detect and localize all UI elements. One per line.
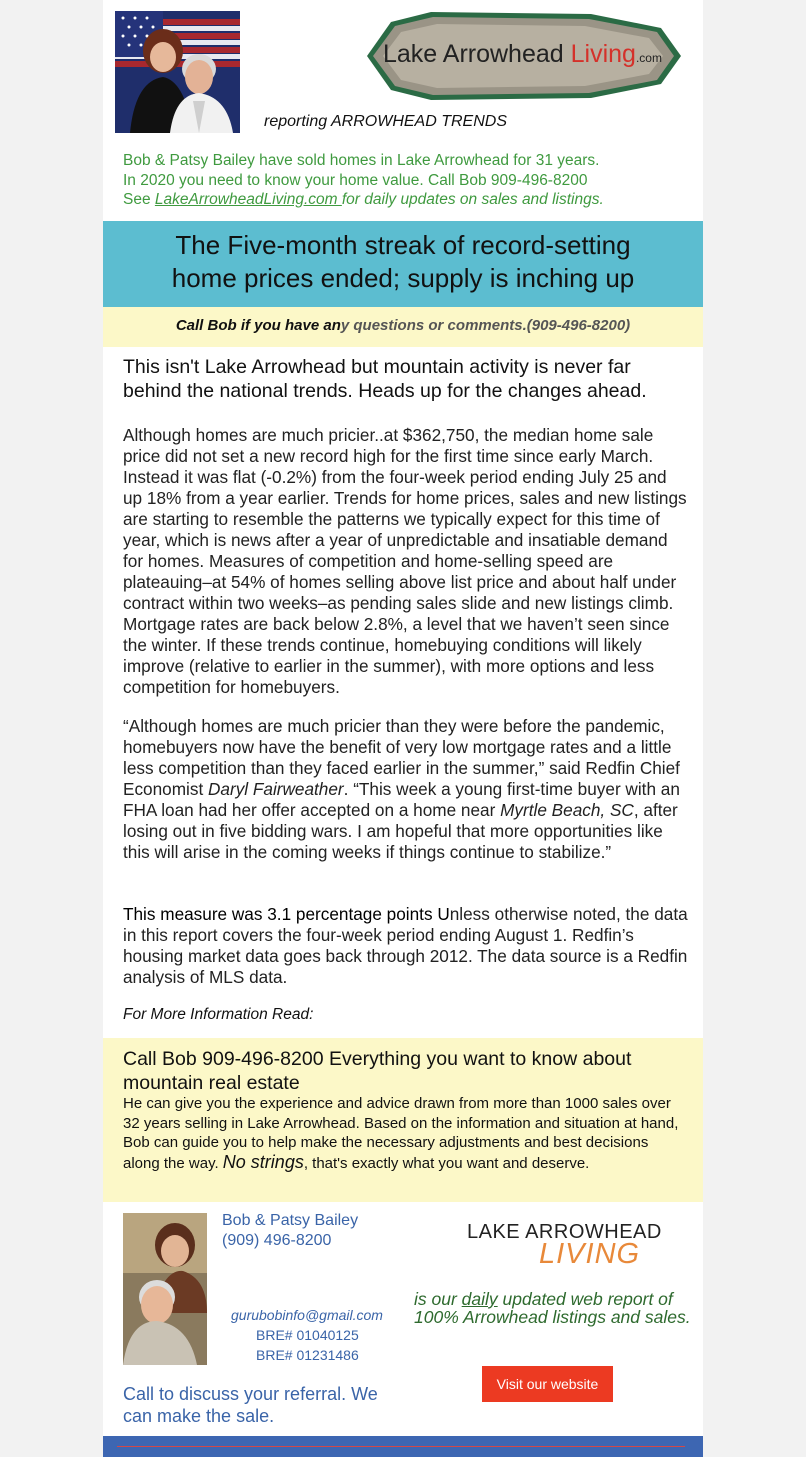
methodology-text: nless otherwise noted, the data in this report covers the four-week period ending August 1. Redfin’s housing market data goes back through 2012. The data source is a Redfin analysis of MLS data. <box>123 904 688 987</box>
footer-band <box>103 1436 703 1457</box>
daily-b: updated web report of 100% Arrowhead listings and sales. <box>414 1289 691 1327</box>
newsletter-page <box>103 0 703 1457</box>
headline-line-2: home prices ended; supply is inching up <box>171 263 635 293</box>
intro-daily-updates: for daily updates on sales and listings. <box>341 191 604 208</box>
cta-part-2: y questions or comments.(909-496-8200) <box>340 317 631 334</box>
quote-part-a: “Although homes are much pricier than they were before the pandemic, homebuyers now have the benefit of very low mortgage rates and a little less competition than they faced earlier in the summer,” said Redfin Chief Economist <box>123 716 680 799</box>
cta-part-1: Call Bob if you have an <box>175 317 341 334</box>
call-bob-banner <box>103 307 703 347</box>
article-lead: This isn't Lake Arrowhead but mountain activity is never far behind the national trends. Heads up for the changes ahead. <box>123 356 647 402</box>
call-bob-heading: Call Bob 909-496-8200 Everything you want to know about mountain real estate <box>123 1048 632 1094</box>
logo-brand-suffix: .com <box>635 51 662 65</box>
intro-text <box>123 151 683 210</box>
contact-phone[interactable]: (909) 496-8200 <box>222 1232 332 1249</box>
call-body-b: , that's exactly what you want and deserve. <box>303 1154 590 1172</box>
daily-a: is our <box>414 1289 462 1309</box>
place-name: Myrtle Beach, SC <box>500 800 634 820</box>
visit-website-button[interactable]: Visit our website <box>482 1366 613 1402</box>
article-paragraph-1: Although homes are much pricier..at $362,750, the median home sale price did not set a new record high for the first time since early March. Instead it was flat (-0.2%) from the four-week period ending July 25 and up 18% from a year earlier. Trends for home prices, sales and new listings are starting to resemble the patterns we typically expect for this time of year, which is news after a year of unpredictable and insatiable demand for homes. Measures of competition and home-selling speed are plateauing–at 54% of homes selling above list price and about half under contract within two weeks–as pending sales slide and new listings climb. Mortgage rates are back below 2.8%, a level that we haven’t seen since the winter. If these trends continue, homebuying conditions will likely improve (relative to earlier in the summer), with more options and less competition for homebuyers. <box>123 425 687 697</box>
intro-line-1: Bob & Patsy Bailey have sold homes in Lake Arrowhead for 31 years. <box>123 152 600 169</box>
promo-logo-bottom: LIVING <box>539 1238 641 1270</box>
intro-line-3 <box>123 190 683 210</box>
bailey-portrait-photo <box>123 1213 207 1365</box>
daily-emphasis: daily <box>461 1289 498 1309</box>
call-bob-box <box>103 1038 703 1202</box>
intro-see: See <box>123 191 155 208</box>
headline-line-1: The Five-month streak of record-setting <box>175 230 631 260</box>
website-link[interactable]: LakeArrowheadLiving.com <box>154 191 342 208</box>
article-paragraph-3 <box>123 904 688 988</box>
call-bob-body <box>123 1094 683 1173</box>
footer-divider <box>117 1446 685 1447</box>
call-bob-text <box>103 307 703 334</box>
contact-block <box>222 1211 358 1251</box>
call-body-a: He can give you the experience and advice drawn from more than 1000 sales over 32 years selling in Lake Arrowhead. Based on the information and situation at hand, Bob can guide you to help make the necessary adjustments and best decisions along the way. <box>123 1095 679 1172</box>
bailey-couple-photo <box>115 11 240 133</box>
economist-name: Daryl Fairweather <box>208 779 344 799</box>
bre-license-2: BRE# 01231486 <box>256 1346 359 1363</box>
reporting-tagline: reporting ARROWHEAD TRENDS <box>264 113 508 130</box>
daily-report-text <box>414 1290 699 1326</box>
referral-text: Call to discuss your referral. We can make the sale. <box>123 1384 378 1426</box>
lake-arrowhead-living-logo <box>361 8 683 104</box>
measure-text: This measure was 3.1 percentage points U <box>123 904 450 924</box>
logo-brand-main: Lake Arrowhead <box>383 40 564 68</box>
quote-part-b: . “This week a young first-time buyer with an FHA loan had her offer accepted on a home near <box>123 779 680 820</box>
contact-email[interactable]: gurubobinfo@gmail.com <box>231 1307 383 1323</box>
contact-name: Bob & Patsy Bailey <box>222 1212 359 1229</box>
headline <box>103 221 703 295</box>
intro-line-2: In 2020 you need to know your home value. Call Bob 909-496-8200 <box>123 171 588 189</box>
promo-logo-top: LAKE ARROWHEAD <box>467 1221 662 1243</box>
headline-banner <box>103 221 703 307</box>
license-numbers <box>256 1326 359 1365</box>
more-info-label: For More Information Read: <box>123 1006 314 1023</box>
bre-license-1: BRE# 01040125 <box>256 1327 359 1343</box>
article-paragraph-2 <box>123 716 688 863</box>
logo-brand-accent: Living <box>570 40 636 68</box>
quote-part-c: , after losing out in five bidding wars. I am hopeful that more opportunities like this will arise in the coming weeks if things continue to stabilize.” <box>123 800 678 862</box>
no-strings-emphasis: No strings <box>222 1151 304 1172</box>
